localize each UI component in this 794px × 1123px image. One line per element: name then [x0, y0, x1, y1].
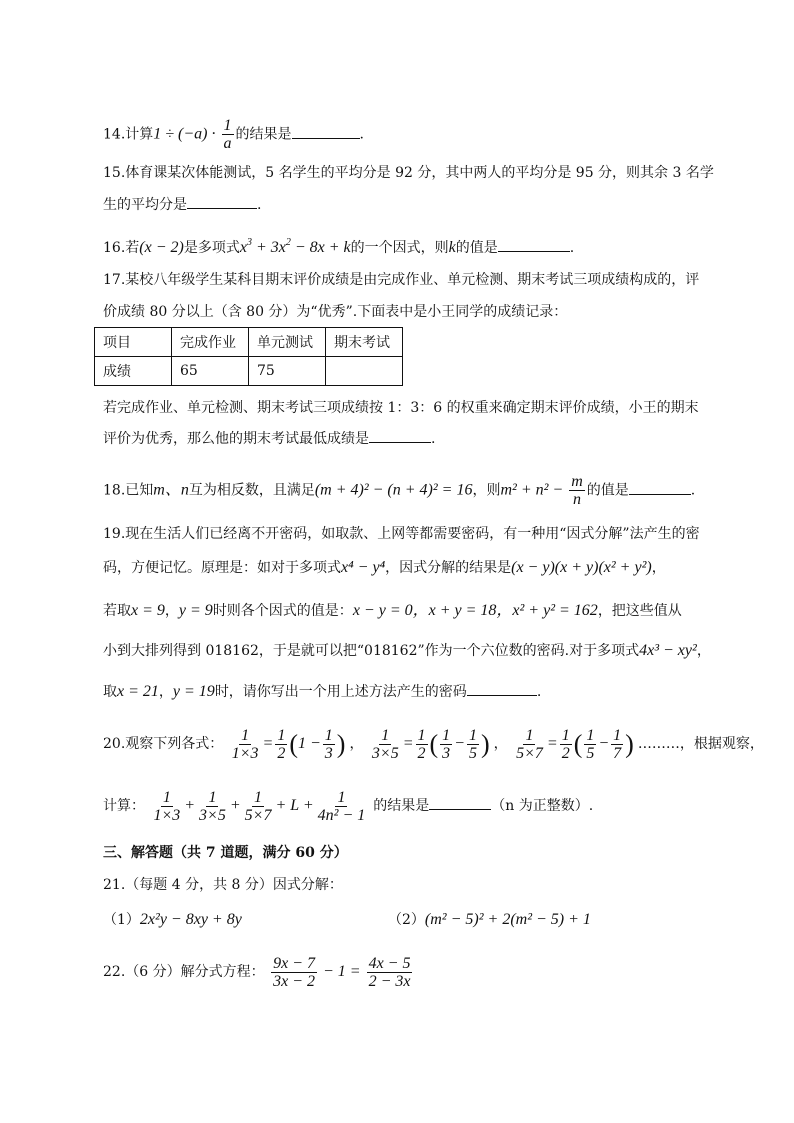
q20-formula-2: $\frac{1}{3\times 5}$ = $\frac{1}{2}$ ( $\frac{1}{3}$ − $\frac{1}{5}$ )	[371, 726, 490, 762]
table-header-cell: 项目	[95, 328, 172, 357]
table-cell: 成绩	[95, 357, 172, 386]
question-21-part-1: （1）2x²y − 8xy + 8y	[103, 911, 242, 928]
q20-calc-suffix: 的结果是	[373, 798, 430, 814]
section-3-title: 三、解答题（共 7 道题，满分 60 分）	[103, 845, 348, 861]
answer-blank-19[interactable]	[467, 681, 537, 696]
table-header-row	[95, 328, 403, 357]
q16-factor: (x − 2)	[139, 239, 184, 256]
q14-numerator: 1	[223, 117, 232, 134]
answer-blank-16[interactable]	[498, 237, 570, 252]
table-cell: 65	[172, 357, 249, 386]
table-header-cell: 完成作业	[172, 328, 249, 357]
answer-blank-20[interactable]	[429, 795, 491, 810]
q16-polynomial: $x^3 + 3x^2 - 8x + k$	[239, 237, 351, 256]
q20-calc-prefix: 计算：	[103, 798, 145, 814]
q22-title: 22.（6 分）解分式方程：	[103, 964, 265, 980]
q20-prefix: 20.观察下列各式：	[103, 736, 224, 752]
q14-expression: 1 ÷ (−a) ·	[153, 125, 220, 143]
q20-formula-1: $\frac{1}{1\times 3}$ = $\frac{1}{2}$ (1 − $\frac{1}{3}$ )	[231, 726, 346, 762]
q18-suffix: 的值是	[586, 482, 629, 499]
q16-k: k	[448, 239, 456, 256]
q14-denominator: a	[223, 135, 232, 152]
answer-blank-18[interactable]	[629, 480, 691, 495]
q19-factorization: (x − y)(x + y)(x² + y²)	[511, 559, 652, 576]
q16-prefix: 16.若	[103, 240, 140, 256]
question-15-line-1: 15.体育课某次体能测试，5 名学生的平均分是 92 分，其中两人的平均分是 95 分，则其余 3 名学	[103, 165, 714, 181]
question-18: 18.已知m、n互为相反数，且满足(m + 4)² − (n + 4)² = 16，则m² + n² − $\frac{m}{n}$ 的值是 .	[103, 473, 696, 508]
q20-sum: $\frac{1}{1\times 3}$ + $\frac{1}{3\times 5}$ + $\frac{1}{5\times 7}$ + L + $\frac{1}{\text{4n² − 1}}$	[153, 788, 366, 824]
q18-then: ，则	[472, 482, 501, 499]
q19-polynomial-2: 4x³ − xy²	[639, 642, 697, 659]
answer-blank-15[interactable]	[187, 194, 257, 209]
q22-equation: $\frac{9x - 7}{3x - 2}$ − 1 = $\frac{4x - 5}{2 - 3x}$	[273, 954, 411, 990]
q14-prefix: 14.计算	[103, 126, 154, 143]
question-19-line-4: 小到大排列得到 018162，于是就可以把“018162”作为一个六位数的密码.对于多项式4x³ − xy²，	[103, 642, 711, 659]
q16-mid: 是多项式	[183, 240, 240, 256]
q17-text: 评价为优秀，那么他的期末考试最低成绩是	[103, 431, 369, 447]
q14-fraction	[222, 117, 234, 152]
q18-expression: m² + n² −	[500, 481, 568, 499]
table-header-cell: 期末考试	[326, 328, 403, 357]
q21-expression-2: (m² − 5)² + 2(m² − 5) + 1	[424, 911, 591, 928]
q18-equation: (m + 4)² − (n + 4)² = 16	[314, 481, 473, 499]
question-19-line-2: 码，方便记忆。原理是：如对于多项式x⁴ − y⁴，因式分解的结果是(x − y)(x + y)(x² + y²)，	[103, 559, 666, 576]
question-19-line-5: 取x = 21，y = 19时，请你写出一个用上述方法产生的密码 .	[103, 683, 542, 700]
question-20: 20.观察下列各式： $\frac{1}{1\times 3}$ = $\frac{1}{2}$ (1 − $\frac{1}{3}$ ) ， $\frac{1}{3\times 5}$ = $\frac{1}{2}$ ( $\frac{1}{3}$ − $\frac{1}{5}$ ) ， $\frac{1}{5\times 7}$ = $\frac{1}{2}$ ( $\frac{1}{5}$ − $\frac{1}{7}$ ) ………，根据观察，	[103, 726, 764, 762]
q20-note: （n 为正整数）.	[491, 798, 594, 814]
q18-prefix: 18.已知	[103, 482, 154, 499]
question-14: 14.计算1 ÷ (−a) · $\frac{1}{a}$ 的结果是 .	[103, 117, 364, 152]
table-cell	[326, 357, 403, 386]
question-17-line-2: 价成绩 80 分以上（含 80 分）为“优秀”.下面表中是小王同学的成绩记录：	[103, 304, 568, 320]
question-20-calc	[103, 786, 593, 826]
question-16: 16.若(x − 2)是多项式$x^3 + 3x^2 - 8x + k$的一个因式，则k的值是 .	[103, 237, 575, 256]
question-21-title: 21.（每题 4 分，共 8 分）因式分解：	[103, 877, 343, 893]
question-17-line-1: 17.某校八年级学生某科目期末评价成绩是由完成作业、单元检测、期末考试三项成绩构成的，评	[103, 272, 700, 288]
answer-blank-17[interactable]	[369, 428, 431, 443]
q20-formula-3: $\frac{1}{5\times 7}$ = $\frac{1}{2}$ ( $\frac{1}{5}$ − $\frac{1}{7}$ )	[516, 726, 634, 762]
q20-suffix: ，根据观察，	[679, 736, 764, 752]
q16-suffix: 的一个因式，则	[350, 240, 449, 256]
question-17-line-3: 若完成作业、单元检测、期末考试三项成绩按 1：3：6 的权重来确定期末评价成绩，小王的期末	[103, 400, 699, 416]
question-22	[103, 953, 414, 991]
q15-text: 生的平均分是	[103, 197, 187, 213]
q20-dots: ………	[637, 736, 680, 752]
answer-blank-14[interactable]	[292, 124, 360, 139]
question-17-line-4: 评价为优秀，那么他的期末考试最低成绩是 .	[103, 428, 435, 449]
table-cell: 75	[249, 357, 326, 386]
question-15-line-2: 生的平均分是 .	[103, 194, 261, 215]
table-row	[95, 357, 403, 386]
q18-mid: 互为相反数，且满足	[188, 482, 315, 499]
q19-polynomial: x⁴ − y⁴	[341, 559, 386, 576]
question-19-line-3: 若取x = 9，y = 9时则各个因式的值是：x − y = 0，x + y = 18，x² + y² = 162，把这些值从	[103, 602, 682, 619]
q16-suffix-2: 的值是	[455, 240, 498, 256]
question-19-line-1: 19.现在生活人们已经离不开密码，如取款、上网等都需要密码，有一种用“因式分解”法产生的密	[103, 526, 700, 542]
q18-vars: m、n	[153, 481, 189, 499]
q21-expression-1: 2x²y − 8xy + 8y	[139, 911, 242, 928]
question-21-part-2: （2）(m² − 5)² + 2(m² − 5) + 1	[388, 911, 591, 928]
score-table	[94, 327, 403, 386]
table-header-cell: 单元测试	[249, 328, 326, 357]
q18-fraction: $\frac{m}{n}$	[571, 473, 583, 508]
q14-suffix: 的结果是	[235, 126, 292, 143]
q19-values: x − y = 0，x + y = 18，x² + y² = 162	[352, 602, 598, 619]
